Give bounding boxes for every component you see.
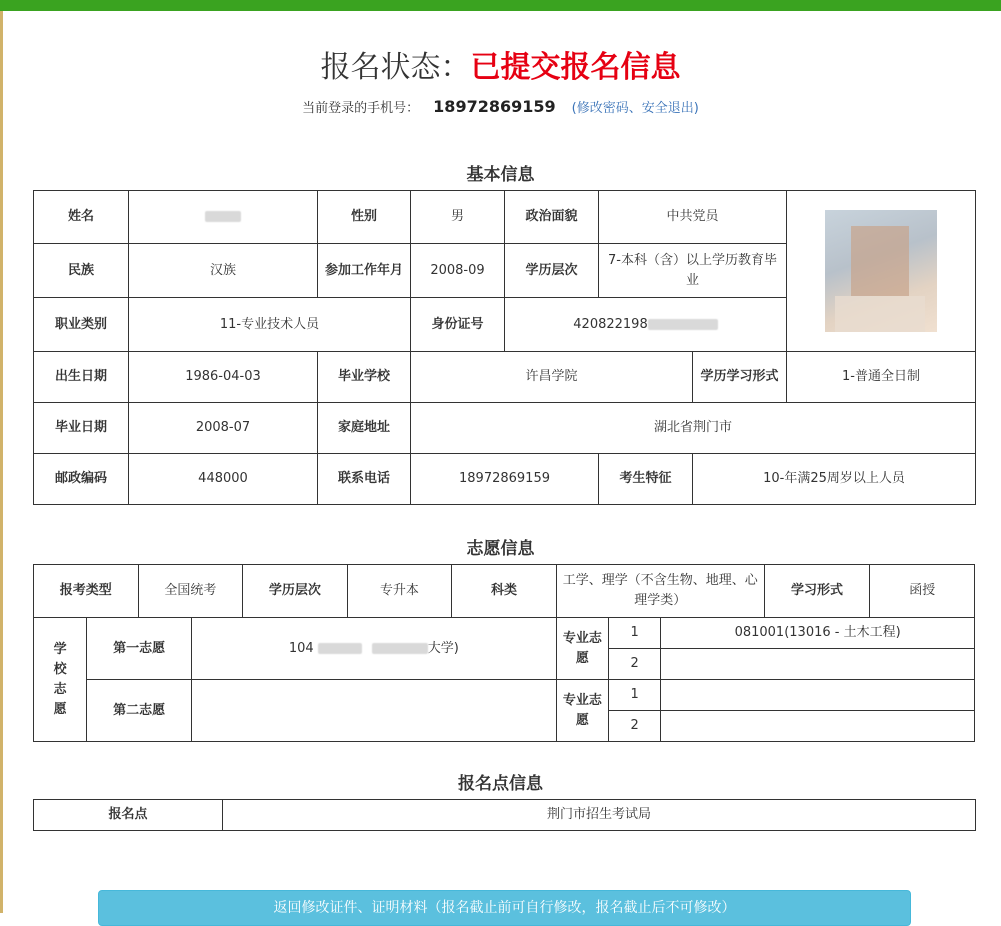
change-password-link[interactable]: 修改密码 [576, 101, 629, 116]
grad-date-label: 毕业日期 [34, 403, 129, 454]
name-redacted [205, 211, 241, 222]
second-major-num-2: 2 [609, 711, 661, 742]
second-major-2 [661, 711, 975, 742]
contact-label: 联系电话 [318, 454, 411, 505]
top-green-bar [0, 0, 1001, 11]
status-value: 已提交报名信息 [470, 50, 681, 85]
photo-face [851, 226, 909, 296]
ethnic-value: 汉族 [129, 244, 318, 298]
contact-value: 18972869159 [411, 454, 599, 505]
second-major-num-1: 1 [609, 680, 661, 711]
id-label: 身份证号 [411, 298, 505, 352]
phone-number: 18972869159 [433, 97, 556, 116]
exam-type-value: 全国统考 [138, 565, 243, 618]
first-school-suffix: 大学) [427, 640, 459, 656]
subject-value: 工学、理学（不含生物、地理、心理学类） [556, 565, 764, 618]
return-modify-button[interactable]: 返回修改证件、证明材料（报名截止前可自行修改，报名截止后不可修改） [98, 890, 911, 926]
address-label: 家庭地址 [318, 403, 411, 454]
school-wish-text: 学校志愿 [53, 641, 67, 717]
id-redacted [648, 319, 718, 330]
status-heading [0, 48, 1001, 88]
political-value: 中共党员 [599, 191, 787, 244]
political-label: 政治面貌 [505, 191, 599, 244]
wish-info-title: 志愿信息 [466, 539, 535, 559]
logout-link[interactable]: 安全退出 [641, 101, 694, 116]
feature-label: 考生特征 [599, 454, 693, 505]
ethnic-label: 民族 [34, 244, 129, 298]
address-value: 湖北省荆门市 [411, 403, 976, 454]
close-paren: ) [693, 101, 699, 116]
second-wish-label: 第二志愿 [87, 680, 192, 742]
basic-info-table [33, 190, 976, 505]
name-label: 姓名 [34, 191, 129, 244]
level-label: 学历层次 [243, 565, 348, 618]
id-number: 420822198 [573, 316, 648, 332]
form-label: 学习形式 [764, 565, 870, 618]
name-value [129, 191, 318, 244]
exam-type-label: 报考类型 [34, 565, 139, 618]
birth-value: 1986-04-03 [129, 352, 318, 403]
open-paren: ( [571, 101, 577, 116]
occupation-label: 职业类别 [34, 298, 129, 352]
postcode-value: 448000 [129, 454, 318, 505]
first-school-prefix: 104 [288, 640, 314, 656]
level-value: 专升本 [347, 565, 452, 618]
study-form-value: 1-普通全日制 [787, 352, 976, 403]
status-label: 报名状态： [320, 50, 471, 85]
site-value: 荆门市招生考试局 [223, 800, 976, 831]
first-wish-label: 第一志愿 [87, 618, 192, 680]
wish-info-table [33, 564, 975, 742]
school-redacted-1 [318, 643, 362, 654]
school-redacted-2 [372, 643, 428, 654]
gender-label: 性别 [318, 191, 411, 244]
first-school-value [191, 618, 556, 680]
first-major-2 [661, 649, 975, 680]
phone-label: 当前登录的手机号： [302, 101, 420, 116]
login-phone-line [0, 96, 1001, 120]
form-value: 函授 [870, 565, 975, 618]
work-year-label: 参加工作年月 [318, 244, 411, 298]
edu-level-value: 7-本科（含）以上学历教育毕业 [599, 244, 787, 298]
basic-info-title: 基本信息 [466, 165, 535, 185]
postcode-label: 邮政编码 [34, 454, 129, 505]
first-major-1: 081001(13016 - 土木工程) [661, 618, 975, 649]
first-major-num-1: 1 [609, 618, 661, 649]
site-label: 报名点 [34, 800, 223, 831]
second-major-1 [661, 680, 975, 711]
photo-cell [787, 191, 976, 352]
school-wish-label [34, 618, 87, 742]
grad-date-value: 2008-07 [129, 403, 318, 454]
grad-school-label: 毕业学校 [318, 352, 411, 403]
major-wish-label-1: 专业志愿 [556, 618, 608, 680]
study-form-label: 学历学习形式 [693, 352, 787, 403]
work-year-value: 2008-09 [411, 244, 505, 298]
photo-shoulders [835, 296, 925, 332]
site-info-table [33, 799, 976, 831]
occupation-value: 11-专业技术人员 [129, 298, 411, 352]
grad-school-value: 许昌学院 [411, 352, 693, 403]
site-info-title: 报名点信息 [458, 774, 543, 794]
link-separator: 、 [628, 101, 642, 116]
subject-label: 科类 [452, 565, 557, 618]
birth-label: 出生日期 [34, 352, 129, 403]
edu-level-label: 学历层次 [505, 244, 599, 298]
feature-value: 10-年满25周岁以上人员 [693, 454, 976, 505]
major-wish-label-2: 专业志愿 [556, 680, 608, 742]
second-school-value [191, 680, 556, 742]
applicant-photo [825, 210, 937, 332]
gender-value: 男 [411, 191, 505, 244]
id-value [505, 298, 787, 352]
first-major-num-2: 2 [609, 649, 661, 680]
